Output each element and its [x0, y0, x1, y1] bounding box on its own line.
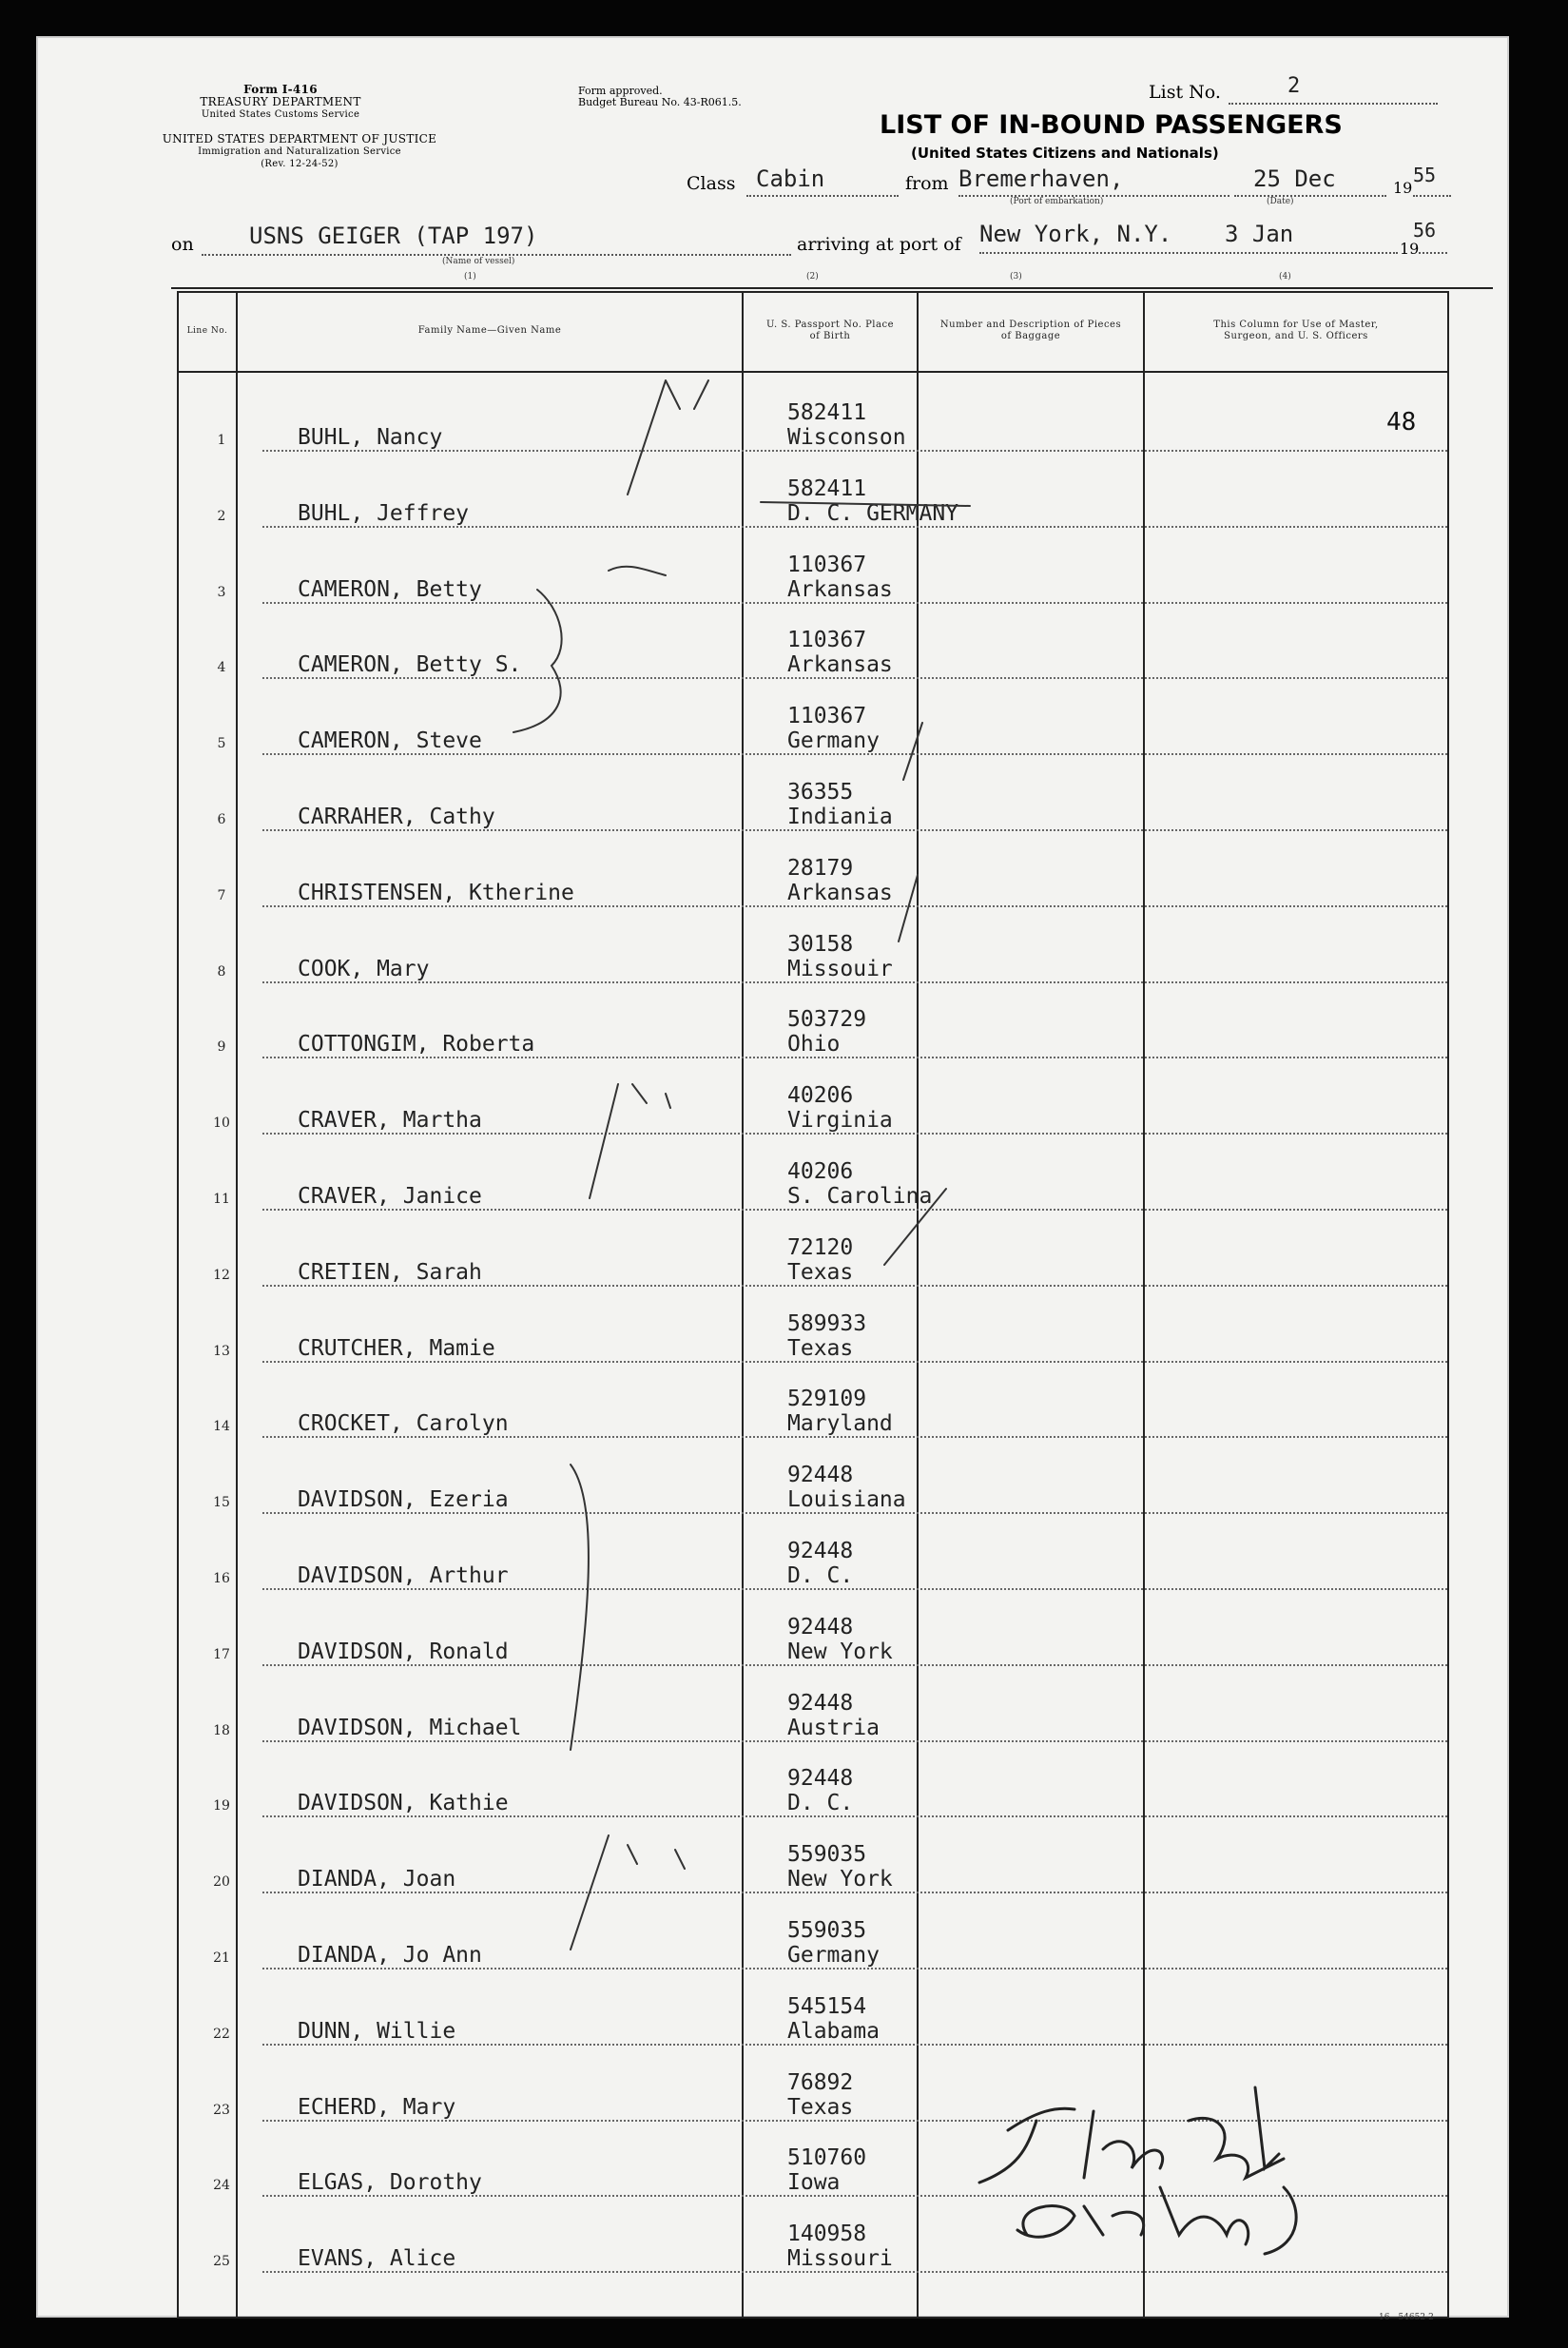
- ink-mark: [590, 1084, 670, 1198]
- caption-4: (4): [1279, 272, 1291, 281]
- officer-remark: 48: [1386, 408, 1417, 437]
- passenger-name: DAVIDSON, Michael: [298, 1715, 522, 1740]
- arriving-label: arriving at port of: [797, 234, 961, 255]
- place-of-birth: Texas: [787, 1335, 854, 1361]
- passenger-name: DAVIDSON, Ronald: [298, 1639, 509, 1664]
- line-number: 13: [213, 1343, 230, 1359]
- passenger-name: DAVIDSON, Kathie: [298, 1791, 509, 1816]
- passport-number: 92448: [787, 1690, 854, 1716]
- passenger-name: COOK, Mary: [298, 956, 430, 981]
- class-value: Cabin: [756, 165, 825, 192]
- approval-line-2: Budget Bureau No. 43-R061.5.: [578, 96, 742, 108]
- from-label: from: [905, 173, 949, 194]
- passport-number: 582411: [787, 475, 867, 501]
- passport-number: 140958: [787, 2222, 867, 2247]
- year-value: 55: [1413, 164, 1437, 186]
- passport-number: 30158: [787, 931, 854, 957]
- place-of-birth: New York: [787, 1867, 893, 1892]
- place-of-birth: Missouir: [787, 956, 893, 981]
- passenger-name: DAVIDSON, Ezeria: [298, 1487, 509, 1513]
- line-number: 11: [213, 1192, 230, 1207]
- place-of-birth: D. C. GERMANY: [787, 500, 959, 526]
- line-number: 2: [217, 508, 226, 524]
- arrival-year-value: 56: [1413, 219, 1437, 242]
- list-no-value: 2: [1287, 74, 1301, 98]
- line-number: 18: [213, 1722, 230, 1738]
- place-of-birth: Louisiana: [787, 1487, 906, 1513]
- line-number: 17: [213, 1646, 230, 1662]
- line-number: 22: [213, 2026, 230, 2042]
- place-of-birth: Maryland: [787, 1411, 893, 1437]
- line-number: 12: [213, 1267, 230, 1283]
- vessel-value: USNS GEIGER (TAP 197): [249, 223, 538, 249]
- passport-number: 589933: [787, 1310, 867, 1336]
- arrival-port-value: New York, N.Y.: [979, 221, 1172, 247]
- ink-mark: [571, 1465, 589, 1750]
- line-number: 9: [217, 1039, 226, 1056]
- passenger-name: BUHL, Nancy: [298, 425, 443, 450]
- line-number: 7: [217, 887, 226, 903]
- passenger-name: DIANDA, Jo Ann: [298, 1943, 482, 1968]
- date-value: 25 Dec: [1253, 165, 1336, 192]
- place-of-birth: Texas: [787, 1259, 854, 1285]
- passport-number: 92448: [787, 1614, 854, 1640]
- col-baggage: Number and Description of Pieces of Baggage: [939, 320, 1122, 341]
- line-number: 1: [217, 433, 226, 448]
- place-of-birth: Arkansas: [787, 652, 893, 678]
- ink-mark: [761, 502, 970, 506]
- dept-line-2: United States Customs Service: [201, 109, 360, 120]
- passenger-name: ECHERD, Mary: [298, 2094, 456, 2120]
- passport-number: 92448: [787, 1463, 854, 1488]
- line-number: 3: [217, 584, 226, 600]
- port-caption: (Port of embarkation): [1010, 197, 1104, 206]
- arrival-year-prefix: 19: [1400, 240, 1420, 258]
- passenger-name: DIANDA, Joan: [298, 1867, 456, 1892]
- line-number: 20: [213, 1874, 230, 1891]
- passenger-name: CROCKET, Carolyn: [298, 1411, 509, 1437]
- place-of-birth: Texas: [787, 2094, 854, 2120]
- dept-line-5: (Rev. 12-24-52): [261, 159, 339, 169]
- passenger-name: DAVIDSON, Arthur: [298, 1563, 509, 1588]
- vessel-caption: (Name of vessel): [442, 257, 515, 266]
- date-caption: (Date): [1267, 197, 1294, 206]
- passenger-name: EVANS, Alice: [298, 2246, 456, 2272]
- line-number: 15: [213, 1495, 230, 1511]
- passport-number: 28179: [787, 855, 854, 881]
- place-of-birth: Arkansas: [787, 880, 893, 905]
- passport-number: 559035: [787, 1842, 867, 1868]
- passenger-name: DUNN, Willie: [298, 2018, 456, 2044]
- place-of-birth: Alabama: [787, 2018, 880, 2044]
- passenger-name: ELGAS, Dorothy: [298, 2170, 482, 2196]
- list-no-label: List No.: [1149, 82, 1221, 103]
- passport-number: 40206: [787, 1159, 854, 1184]
- ink-mark: [571, 1835, 685, 1950]
- passport-number: 36355: [787, 780, 854, 805]
- passenger-name: CAMERON, Betty S.: [298, 652, 522, 678]
- place-of-birth: Wisconson: [787, 425, 906, 450]
- place-of-birth: Germany: [787, 728, 880, 754]
- caption-1: (1): [464, 272, 476, 281]
- col-officers: This Column for Use of Master, Surgeon, and U. S. Officers: [1213, 320, 1379, 341]
- passport-number: 559035: [787, 1918, 867, 1943]
- arrival-date-value: 3 Jan: [1225, 221, 1294, 247]
- place-of-birth: Austria: [787, 1715, 880, 1740]
- passenger-name: COTTONGIM, Roberta: [298, 1032, 535, 1058]
- ink-mark: [628, 380, 708, 495]
- place-of-birth: Germany: [787, 1943, 880, 1968]
- line-number: 21: [213, 1950, 230, 1966]
- place-of-birth: S. Carolina: [787, 1184, 933, 1209]
- passport-number: 503729: [787, 1007, 867, 1033]
- passport-number: 110367: [787, 628, 867, 653]
- passport-number: 510760: [787, 2145, 867, 2171]
- list-subtitle: (United States Citizens and Nationals): [911, 145, 1219, 162]
- on-label: on: [171, 234, 194, 255]
- list-title: LIST OF IN-BOUND PASSENGERS: [880, 110, 1343, 140]
- line-number: 25: [213, 2254, 230, 2270]
- passport-number: 529109: [787, 1387, 867, 1412]
- passenger-name: CRAVER, Martha: [298, 1108, 482, 1134]
- passport-number: 76892: [787, 2069, 854, 2095]
- print-code: 16—54652-2: [1379, 2313, 1434, 2322]
- line-number: 19: [213, 1798, 230, 1814]
- ink-mark: [884, 1189, 946, 1265]
- line-number: 8: [217, 963, 226, 980]
- passport-number: 110367: [787, 552, 867, 577]
- passport-number: 92448: [787, 1539, 854, 1563]
- passenger-name: CRUTCHER, Mamie: [298, 1335, 495, 1361]
- passport-number: 545154: [787, 1993, 867, 2019]
- passport-number: 92448: [787, 1766, 854, 1792]
- place-of-birth: Arkansas: [787, 576, 893, 602]
- form-id: Form I-416: [243, 83, 318, 96]
- dept-line-1: TREASURY DEPARTMENT: [200, 95, 361, 108]
- passenger-name: BUHL, Jeffrey: [298, 500, 470, 526]
- place-of-birth: D. C.: [787, 1563, 854, 1588]
- col-line-no: Line No.: [186, 326, 228, 336]
- place-of-birth: Indiania: [787, 805, 893, 829]
- line-number: 23: [213, 2102, 230, 2118]
- passenger-name: CAMERON, Steve: [298, 728, 482, 754]
- caption-3: (3): [1010, 272, 1022, 281]
- col-passport: U. S. Passport No. Place of Birth: [766, 320, 894, 341]
- from-value: Bremerhaven,: [958, 165, 1124, 192]
- passport-number: 110367: [787, 704, 867, 729]
- line-number: 16: [213, 1571, 230, 1586]
- place-of-birth: New York: [787, 1639, 893, 1664]
- place-of-birth: D. C.: [787, 1791, 854, 1816]
- line-number: 4: [217, 660, 226, 676]
- ink-mark: [899, 723, 922, 941]
- line-number: 6: [217, 812, 226, 827]
- line-number: 10: [213, 1116, 230, 1132]
- signature-mark: [979, 2087, 1296, 2254]
- approval-line-1: Form approved.: [578, 85, 663, 97]
- passport-number: 72120: [787, 1234, 854, 1260]
- place-of-birth: Missouri: [787, 2246, 893, 2272]
- class-label: Class: [687, 173, 736, 194]
- passport-number: 40206: [787, 1083, 854, 1109]
- place-of-birth: Ohio: [787, 1032, 841, 1058]
- line-number: 14: [213, 1419, 230, 1435]
- place-of-birth: Virginia: [787, 1108, 893, 1134]
- line-number: 24: [213, 2178, 230, 2194]
- ink-mark: [609, 567, 666, 575]
- passport-number: 582411: [787, 400, 867, 425]
- ink-mark: [513, 590, 562, 732]
- passenger-name: CAMERON, Betty: [298, 576, 482, 602]
- passenger-name: CRAVER, Janice: [298, 1184, 482, 1209]
- passenger-name: CHRISTENSEN, Ktherine: [298, 880, 574, 905]
- dept-line-3: UNITED STATES DEPARTMENT OF JUSTICE: [162, 132, 437, 146]
- year-prefix: 19: [1393, 179, 1413, 197]
- passenger-name: CRETIEN, Sarah: [298, 1259, 482, 1285]
- dept-line-4: Immigration and Naturalization Service: [198, 146, 401, 157]
- passenger-name: CARRAHER, Cathy: [298, 805, 495, 829]
- place-of-birth: Iowa: [787, 2170, 841, 2196]
- caption-2: (2): [806, 272, 819, 281]
- line-number: 5: [217, 736, 226, 752]
- col-name: Family Name—Given Name: [417, 325, 562, 336]
